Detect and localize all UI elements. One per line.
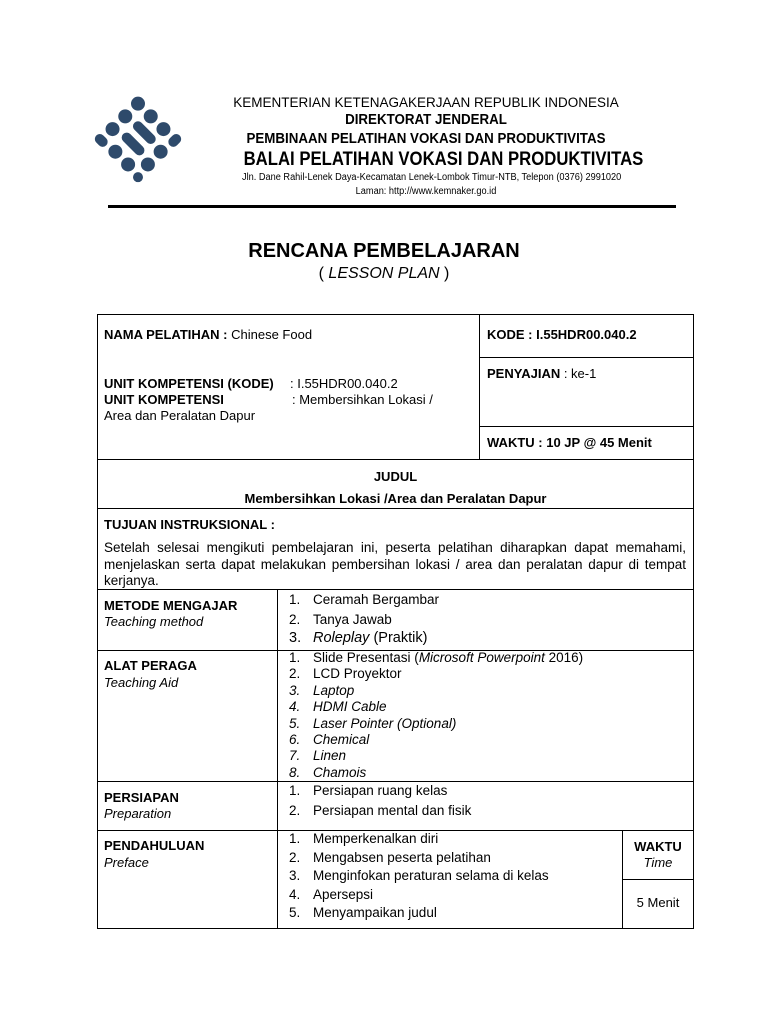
persiapan-label-en: Preparation bbox=[104, 806, 172, 821]
list-item: 1. Ceramah Bergambar bbox=[289, 592, 440, 607]
document-title: RENCANA PEMBELAJARAN bbox=[248, 240, 520, 262]
list-item: 3. Menginfokan peraturan selama di kelas bbox=[289, 868, 549, 884]
metode-label-en: Teaching method bbox=[104, 614, 204, 629]
unit-kompetensi-row bbox=[104, 392, 433, 408]
tujuan-label: TUJUAN INSTRUKSIONAL : bbox=[104, 517, 275, 532]
pendahuluan-label-en: Preface bbox=[104, 855, 149, 870]
unit-label: UNIT KOMPETENSI bbox=[104, 392, 224, 407]
division-name: PEMBINAAN PELATIHAN VOKASI DAN PRODUKTIVITAS bbox=[246, 131, 606, 147]
list-item: 3. Roleplay (Praktik) bbox=[289, 630, 428, 646]
judul-label: JUDUL bbox=[373, 469, 418, 484]
unit-value: : Membersihkan Lokasi / bbox=[292, 392, 433, 407]
list-item: 1. Memperkenalkan diri bbox=[289, 831, 439, 846]
list-item: 1. Persiapan ruang kelas bbox=[289, 783, 448, 798]
kode-value: : I.55HDR00.040.2 bbox=[524, 327, 637, 342]
waktu-row bbox=[487, 435, 652, 451]
waktu-value: : 10 JP @ 45 Menit bbox=[534, 435, 652, 450]
list-item: 5. Laser Pointer (Optional) bbox=[289, 715, 457, 731]
unit-value-continued: Area dan Peralatan Dapur bbox=[104, 408, 256, 423]
kode-row bbox=[487, 327, 637, 343]
list-item: 2. LCD Proyektor bbox=[289, 666, 402, 682]
pendahuluan-list bbox=[289, 830, 549, 923]
document-subtitle: ( LESSON PLAN ) bbox=[318, 265, 450, 282]
institute-name: BALAI PELATIHAN VOKASI DAN PRODUKTIVITAS bbox=[243, 149, 644, 170]
website: Laman: http://www.kemnaker.go.id bbox=[355, 186, 497, 197]
unit-kode-label: UNIT KOMPETENSI (KODE) bbox=[104, 376, 274, 391]
penyajian-row bbox=[487, 366, 596, 382]
nama-pelatihan-value: Chinese Food bbox=[231, 327, 313, 342]
kode-label: KODE bbox=[487, 327, 525, 342]
list-item: 6. Chemical bbox=[289, 732, 370, 748]
metode-label: METODE MENGAJAR bbox=[104, 598, 238, 613]
penyajian-value: : ke-1 bbox=[560, 366, 597, 381]
unit-kompetensi-kode-row bbox=[104, 376, 398, 392]
address: Jln. Dane Rahil-Lenek Daya-Kecamatan Lenek-Lombok Timur-NTB, Telepon (0376) 2991020 bbox=[242, 172, 622, 183]
pendahuluan-waktu-label: WAKTU bbox=[634, 839, 682, 854]
unit-kode-value: : I.55HDR00.040.2 bbox=[290, 376, 398, 391]
metode-list bbox=[289, 590, 439, 649]
list-item: 4. HDMI Cable bbox=[289, 699, 387, 715]
waktu-label: WAKTU bbox=[487, 435, 535, 450]
pendahuluan-label: PENDAHULUAN bbox=[104, 838, 205, 853]
list-item: 4. Apersepsi bbox=[289, 886, 374, 902]
list-item: 2. Mengabsen peserta pelatihan bbox=[289, 849, 491, 865]
list-item: 2. Tanya Jawab bbox=[289, 611, 392, 627]
persiapan-label: PERSIAPAN bbox=[104, 790, 179, 805]
list-item: 3. Laptop bbox=[289, 682, 355, 698]
persiapan-list bbox=[289, 781, 471, 820]
list-item: 7. Linen bbox=[289, 748, 347, 764]
alat-label: ALAT PERAGA bbox=[104, 658, 197, 673]
alat-label-en: Teaching Aid bbox=[104, 675, 179, 690]
list-item: 5. Menyampaikan judul bbox=[289, 905, 437, 921]
ministry-logo-icon bbox=[92, 93, 184, 185]
list-item: 2. Persiapan mental dan fisik bbox=[289, 802, 472, 818]
tujuan-text: Setelah selesai mengikuti pembelajaran ini, peserta pelatihan diharapkan dapat memahami, menjelaskan serta dapat melakukan pembersihan lokasi / area dan peralatan dapur di tempat kerjanya. bbox=[104, 540, 686, 588]
header-divider bbox=[108, 205, 676, 208]
pendahuluan-waktu-label-en: Time bbox=[643, 855, 673, 870]
alat-list bbox=[289, 650, 583, 781]
nama-pelatihan-row: NAMA PELATIHAN : Chinese Food bbox=[104, 327, 313, 342]
directorate-name: DIREKTORAT JENDERAL bbox=[345, 112, 507, 128]
list-item: 8. Chamois bbox=[289, 764, 367, 780]
ministry-name: KEMENTERIAN KETENAGAKERJAAN REPUBLIK INDONESIA bbox=[233, 95, 619, 110]
judul-value: Membersihkan Lokasi /Area dan Peralatan Dapur bbox=[244, 491, 547, 506]
list-item: 1. Slide Presentasi (Microsoft Powerpoint 2016) bbox=[289, 650, 584, 665]
nama-pelatihan-label: NAMA PELATIHAN bbox=[104, 327, 220, 342]
penyajian-label: PENYAJIAN bbox=[487, 366, 561, 381]
pendahuluan-waktu-value: 5 Menit bbox=[636, 895, 680, 910]
